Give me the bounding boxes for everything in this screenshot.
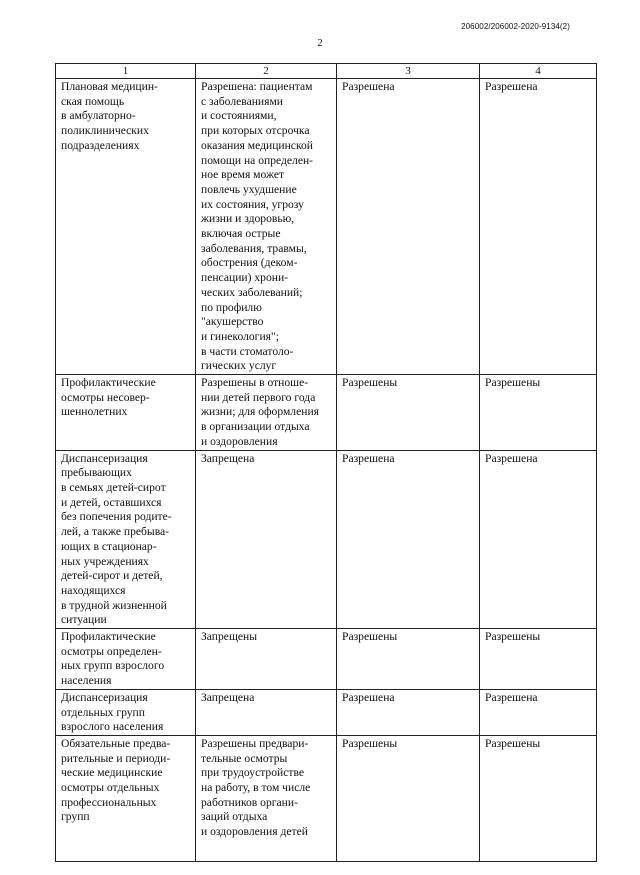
table-row [56,629,597,690]
table-row [56,375,597,451]
table-cell: Разрешена [337,79,480,375]
table-cell: Разрешена [480,450,597,628]
table-cell: Обязательные предва- рительные и периоди- ческие медицинские осмотры отдельных профессиональных групп [56,735,196,861]
table-row [56,79,597,375]
page-number: 2 [317,37,323,49]
table-cell: Запрещена [196,689,337,735]
table-row [56,689,597,735]
table-cell: Запрещены [196,629,337,690]
column-header-3: 3 [337,64,480,79]
column-header-2: 2 [196,64,337,79]
table-cell: Разрешена [480,689,597,735]
table-cell: Диспансеризация отдельных групп взрослого населения [56,689,196,735]
table-cell: Профилактические осмотры определен- ных групп взрослого населения [56,629,196,690]
table-cell: Плановая медицин- ская помощь в амбулаторно- поликлинических подразделениях [56,79,196,375]
table-cell: Разрешена: пациентам с заболеваниями и состояниями, при которых отсрочка оказания медицинской помощи на определен- ное время может повлечь ухудшение их состояния, угрозу жизни и здоровью, включая острые заболевания, травмы, обострения (деком- пенсации) хрони- ческих заболеваний; по профилю "акушерство и гинекология"; в части стоматоло- гических услуг [196,79,337,375]
table-row [56,735,597,861]
table-cell: Разрешены [480,375,597,451]
table-cell: Разрешена [337,689,480,735]
table-cell: Разрешены [337,629,480,690]
regulations-table [55,63,597,862]
table-cell: Разрешены в отноше- нии детей первого года жизни; для оформления в организации отдыха и оздоровления [196,375,337,451]
table-cell: Запрещена [196,450,337,628]
table-row [56,450,597,628]
table-cell: Разрешены [480,735,597,861]
column-header-4: 4 [480,64,597,79]
table-cell: Разрешены предвари- тельные осмотры при трудоустройстве на работу, в том числе работников органи- заций отдыха и оздоровления детей [196,735,337,861]
header-row [56,64,597,79]
document-id: 206002/206002-2020-9134(2) [461,22,570,31]
table-cell: Профилактические осмотры несовер- шеннолетних [56,375,196,451]
table-cell: Разрешена [480,79,597,375]
table-cell: Разрешена [337,450,480,628]
column-header-1: 1 [56,64,196,79]
table-cell: Разрешены [480,629,597,690]
table-cell: Разрешены [337,735,480,861]
table-cell: Диспансеризация пребывающих в семьях детей-сирот и детей, оставшихся без попечения родите- лей, а также пребыва- ющих в стационар- ных учреждениях детей-сирот и детей, находящихся в трудной жизненной ситуации [56,450,196,628]
table-cell: Разрешены [337,375,480,451]
